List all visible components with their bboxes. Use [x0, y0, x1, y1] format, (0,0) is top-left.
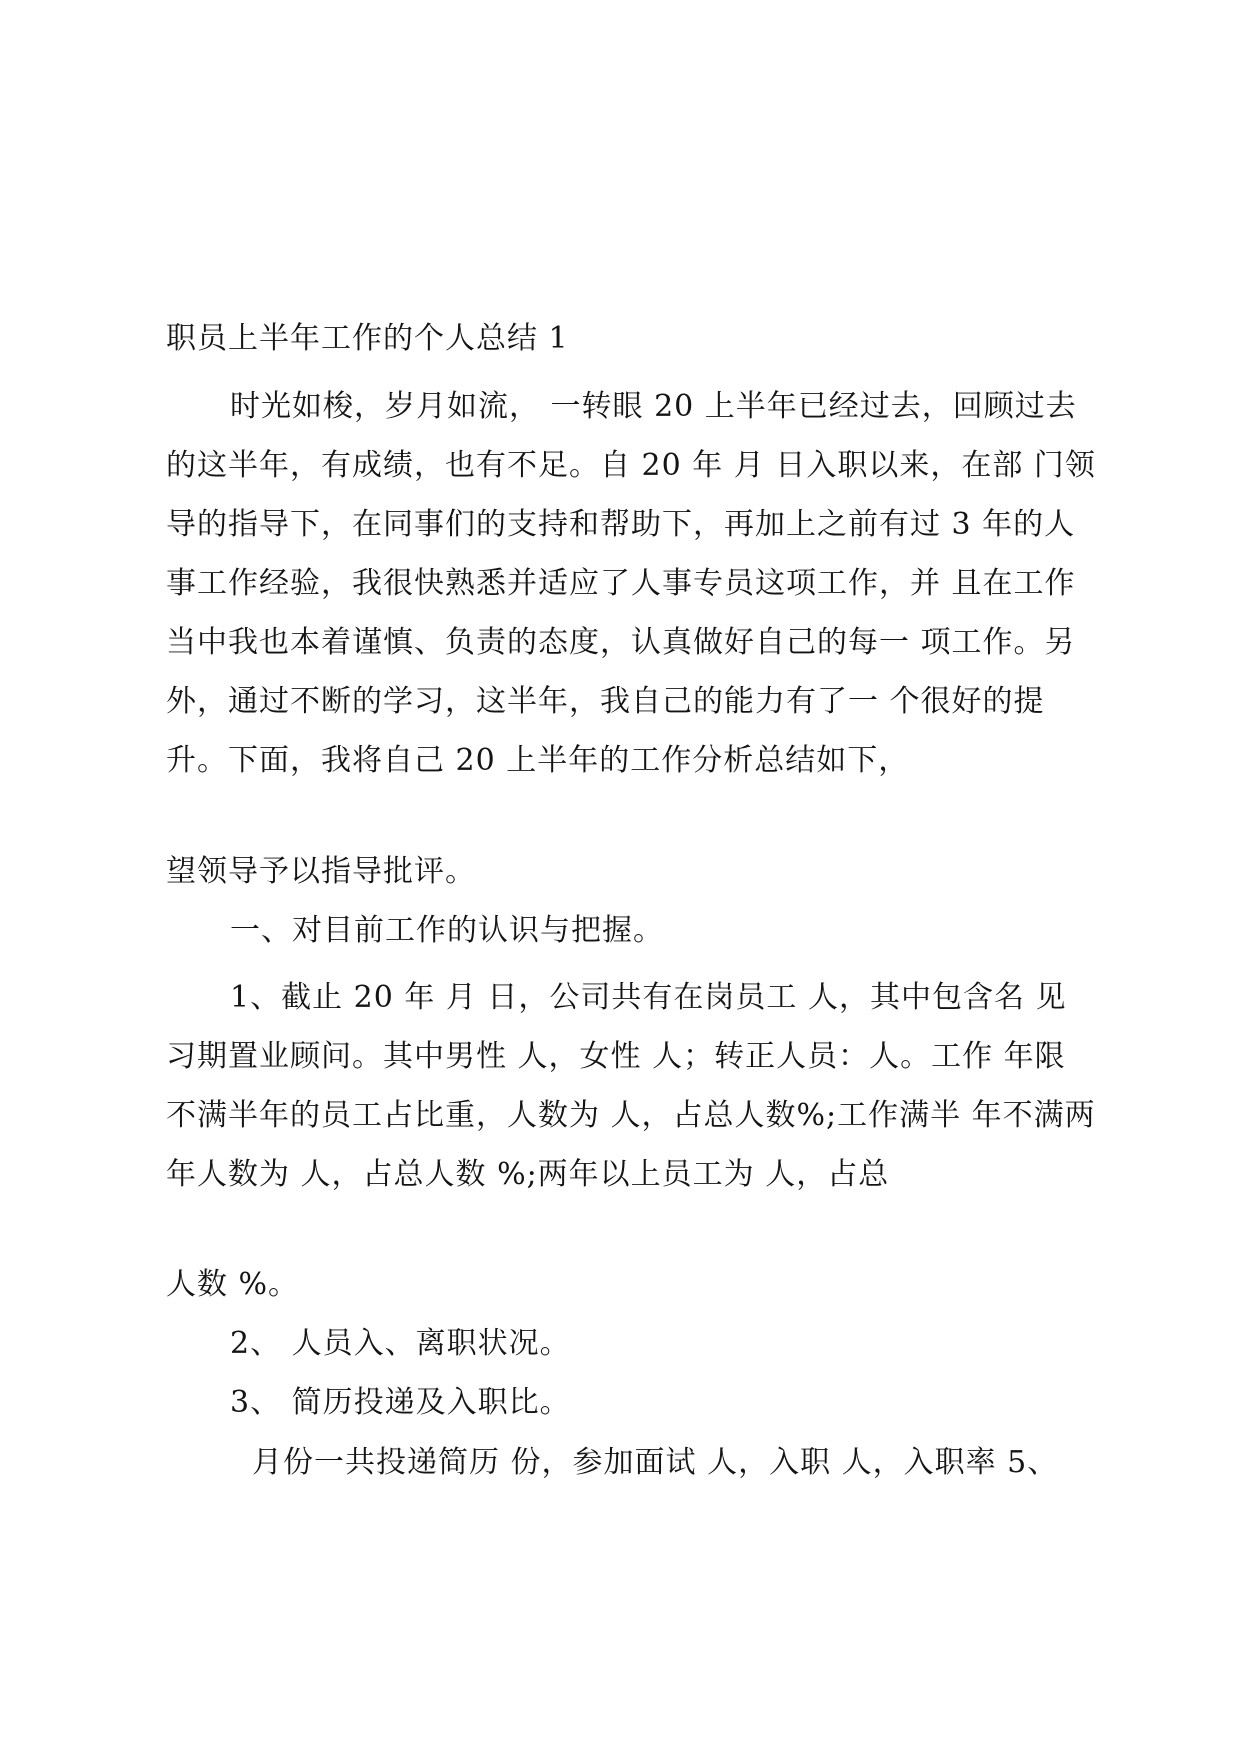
- document-title: 职员上半年工作的个人总结 1: [166, 321, 569, 356]
- paragraph-request: 望领导予以指导批评。: [166, 854, 476, 889]
- paragraph-resume-stats: 月份一共投递简历 份，参加面试 人，入职 人，入职率 5、: [252, 1445, 1059, 1480]
- list-item-3: 3、 简历投递及入职比。: [230, 1385, 571, 1420]
- paragraph-staff-stats: 1、截止 20 年 月 日，公司共有在岗员工 人，其中包含名 见习期置业顾问。其中男性 人，女性 人；转正人员：人。工作 年限不满半年的员工占比重，人数为 人，占总人数%;工作满半 年不满两年人数为 人，占总人数 %;两年以上员工为 人，占总: [166, 980, 1096, 1192]
- paragraph-staff-stats-end: 人数 %。: [166, 1267, 300, 1302]
- section-heading-1: 一、对目前工作的认识与把握。: [230, 913, 664, 948]
- list-item-2: 2、 人员入、离职状况。: [230, 1326, 571, 1361]
- paragraph-intro: 时光如梭，岁月如流， 一转眼 20 上半年已经过去，回顾过去 的这半年，有成绩，也有不足。自 20 年 月 日入职以来，在部 门领导的指导下，在同事们的支持和帮助下，再加上之前有过 3 年的人事工作经验，我很快熟悉并适应了人事专员这项工作，并 且在工作当中我也本着谨慎、负责的态度，认真做好自己的每一 项工作。另外，通过不断的学习，这半年，我自己的能力有了一 个很好的提升。下面，我将自己 20 上半年的工作分析总结如下，: [166, 389, 1096, 778]
